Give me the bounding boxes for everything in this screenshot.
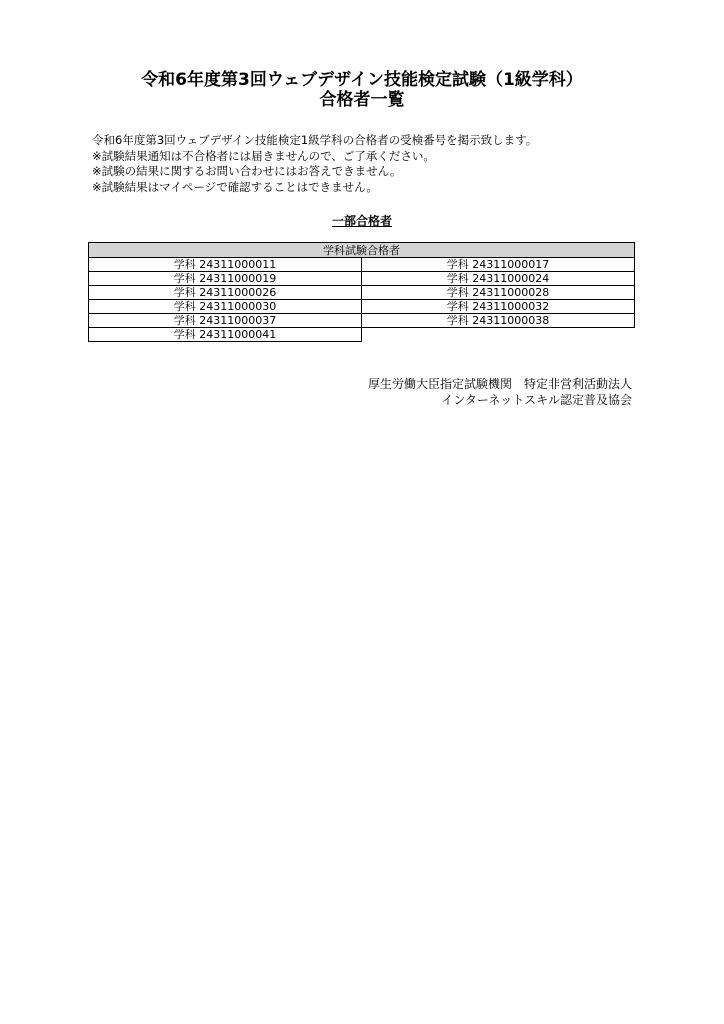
table-cell: 学科 24311000037 (89, 314, 362, 328)
organization-line: 厚生労働大臣指定試験機関 特定非営利活動法人 (367, 377, 632, 391)
table-header: 学科試験合格者 (89, 243, 635, 258)
document-subtitle: 合格者一覧 (319, 90, 405, 110)
section-heading: 一部合格者 (331, 214, 392, 228)
organization-block (368, 376, 632, 408)
table-cell: 学科 24311000038 (362, 314, 635, 328)
notice-line: 令和6年度第3回ウェブデザイン技能検定1級学科の合格者の受検番号を掲示致します。 (92, 133, 538, 147)
notice-line: ※試験の結果に関するお問い合わせにはお答えできません。 (92, 164, 402, 178)
table-cell: 学科 24311000032 (362, 300, 635, 314)
notice-block (92, 133, 537, 195)
notice-line: ※試験結果通知は不合格者には届きませんので、ご了承ください。 (92, 148, 435, 163)
table-cell: 学科 24311000026 (89, 286, 362, 300)
table-cell: 学科 24311000041 (89, 328, 362, 342)
table-cell: 学科 24311000019 (89, 272, 362, 286)
table-row (89, 258, 635, 272)
table-cell-empty (362, 328, 635, 342)
document-title: 令和6年度第3回ウェブデザイン技能検定試験（1級学科） (141, 70, 583, 90)
results-table (88, 242, 635, 342)
table-header-row (89, 243, 635, 258)
table-row (89, 286, 635, 300)
table-row (89, 272, 635, 286)
table-cell: 学科 24311000017 (362, 258, 635, 272)
table-cell: 学科 24311000011 (89, 258, 362, 272)
table-cell: 学科 24311000024 (362, 272, 635, 286)
table-cell: 学科 24311000028 (362, 286, 635, 300)
table-row (89, 300, 635, 314)
notice-line: ※試験結果はマイページで確認することはできません。 (92, 179, 378, 194)
table-cell: 学科 24311000030 (89, 300, 362, 314)
table-row (89, 314, 635, 328)
organization-name: インターネットスキル認定普及協会 (441, 393, 632, 407)
table-row (89, 328, 635, 342)
